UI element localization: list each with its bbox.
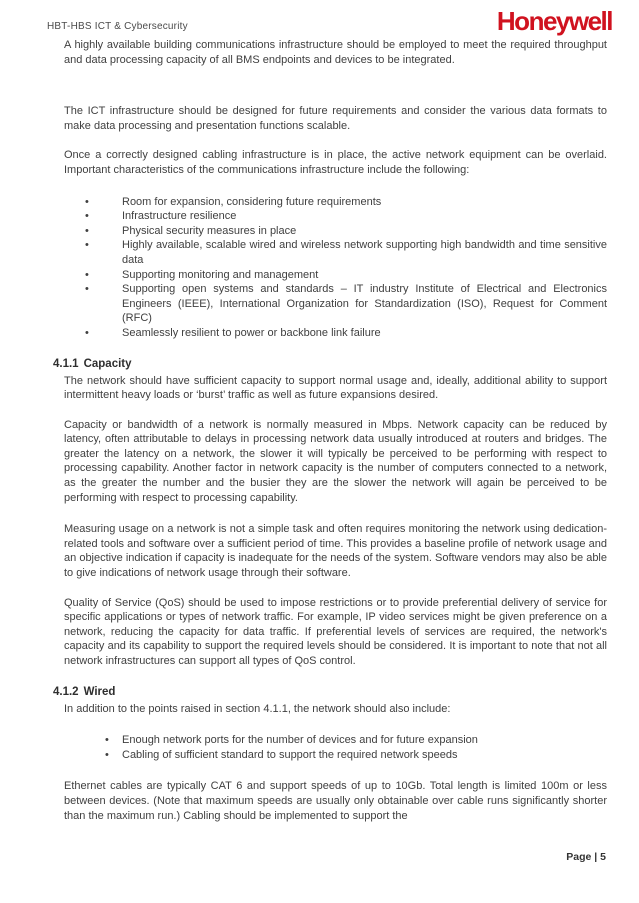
- capacity-paragraph-1: The network should have sufficient capacity to support normal usage and, ideally, additional ability to support intermittent heavy loads or ‘burst’ traffic as well as future expansions desired.: [64, 374, 607, 402]
- section-title: Capacity: [83, 357, 132, 370]
- list-item: [64, 238, 607, 267]
- capacity-paragraph-2: Capacity or bandwidth of a network is normally measured in Mbps. Network capacity can be reduced by latency, often attributable to delays in processing network data usually introduced at routers and bridges. The greater the latency on a network, the slower it will typically be perceived to be performing with respect to processing capability. Another factor in network capacity is the number of computers connected to a network, as the greater the number and the busier they are the slower the network will again be perceived to be performing with respect to processing capability.: [64, 418, 607, 504]
- list-item-text: Seamlessly resilient to power or backbone link failure: [122, 326, 381, 339]
- section-heading-capacity: [53, 358, 607, 370]
- list-item: [64, 195, 607, 210]
- wired-closing-paragraph: Ethernet cables are typically CAT 6 and support speeds of up to 10Gb. Total length is limited 100m or less between devices. (Note that maximum speeds are usually only obtainable over cable runs significantly shorter than the maximum run.) Cabling should be implemented to support the: [64, 780, 607, 822]
- capacity-paragraph-3: Measuring usage on a network is not a simple task and often requires monitoring the network using dedication-related tools and software over a sufficient period of time. This provides a baseline profile of network usage and an objective indication if capacity is inadequate for the needs of the system. Software vendors may also be able to give indications of network usage through their software.: [64, 523, 607, 580]
- infrastructure-bullet-list: [64, 195, 607, 341]
- bullet-icon: •: [105, 748, 109, 761]
- bullet-icon: •: [85, 224, 89, 237]
- bullet-icon: •: [85, 268, 89, 281]
- bullet-icon: •: [85, 210, 89, 223]
- page-number: Page | 5: [566, 851, 606, 863]
- wired-bullet-list: [64, 733, 607, 762]
- list-item: [64, 282, 607, 326]
- list-item-text: Supporting monitoring and management: [122, 268, 319, 281]
- list-item: [64, 268, 607, 283]
- section-title: Wired: [83, 685, 116, 698]
- honeywell-logo: Honeywell: [496, 6, 612, 36]
- list-item: [64, 209, 607, 224]
- list-item-text: Supporting open systems and standards – IT industry Institute of Electrical and Electronics Engineers (IEEE), International Organization for Standardization (ISO), Request for Comment (RFC): [122, 283, 607, 325]
- list-item-text: Physical security measures in place: [122, 224, 297, 237]
- list-item-text: Infrastructure resilience: [122, 210, 237, 223]
- bullet-icon: •: [85, 195, 89, 208]
- document-header-title: HBT-HBS ICT & Cybersecurity: [47, 21, 188, 32]
- section-number: 4.1.2: [53, 685, 79, 698]
- intro-paragraph-1: A highly available building communications infrastructure should be employed to meet the required throughput and data processing capacity of all BMS endpoints and devices to be integrated.: [64, 39, 607, 66]
- section-heading-wired: [53, 686, 607, 698]
- list-item: [64, 224, 607, 239]
- wired-intro-paragraph: In addition to the points raised in section 4.1.1, the network should also include:: [64, 702, 451, 715]
- list-item: [64, 326, 607, 341]
- bullet-icon: •: [85, 283, 89, 296]
- section-number: 4.1.1: [53, 357, 79, 370]
- list-item: [64, 748, 607, 763]
- intro-paragraph-2: The ICT infrastructure should be designed for future requirements and consider the various data formats to make data processing and presentation functions scalable.: [64, 105, 607, 132]
- bullet-icon: •: [105, 734, 109, 747]
- intro-paragraph-3: Once a correctly designed cabling infrastructure is in place, the active network equipment can be overlaid. Important characteristics of the communications infrastructure include the following:: [64, 149, 607, 176]
- list-item-text: Cabling of sufficient standard to support the required network speeds: [122, 748, 458, 761]
- capacity-paragraph-4: Quality of Service (QoS) should be used to impose restrictions or to provide preferential delivery of service for specific applications or types of network traffic. For example, IP video services might be given preference on a network, reducing the capacity for data traffic. If preferential levels of services are required, the network's capacity and its capability to support the required levels should be considered. It is important to note that not all network infrastructures can support all types of QoS control.: [64, 596, 607, 667]
- list-item-text: Highly available, scalable wired and wireless network supporting high bandwidth and time sensitive data: [122, 239, 607, 266]
- document-content: [0, 34, 639, 823]
- list-item: [64, 733, 607, 748]
- page-header: [0, 0, 639, 34]
- list-item-text: Room for expansion, considering future requirements: [122, 195, 382, 208]
- list-item-text: Enough network ports for the number of devices and for future expansion: [122, 734, 478, 747]
- bullet-icon: •: [85, 239, 89, 252]
- bullet-icon: •: [85, 326, 89, 339]
